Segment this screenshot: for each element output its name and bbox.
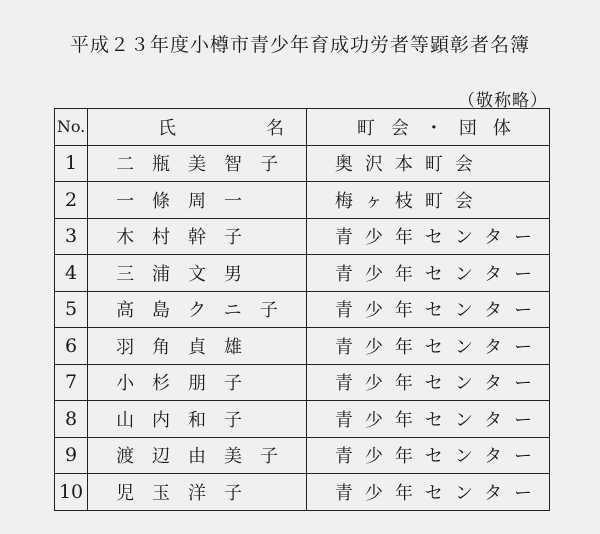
row-name: 高島クニ子 [88,291,307,328]
row-organization: 青少年センター [306,437,549,474]
row-name: 三浦文男 [88,255,307,292]
header-name [88,109,307,146]
row-number: 3 [55,218,88,255]
row-organization: 青少年センター [306,364,549,401]
row-organization: 梅ヶ枝町会 [306,182,549,219]
row-number: 6 [55,328,88,365]
row-organization: 青少年センター [306,401,549,438]
row-organization: 青少年センター [306,474,549,511]
row-organization: 青少年センター [306,291,549,328]
row-number: 2 [55,182,88,219]
row-number: 1 [55,145,88,182]
table-row [55,145,550,182]
table-row [55,437,550,474]
header-name-part-2: 名 [265,117,284,139]
table-row [55,255,550,292]
row-organization: 奥沢本町会 [306,145,549,182]
table-row [55,291,550,328]
row-number: 5 [55,291,88,328]
table-row [55,182,550,219]
row-number: 9 [55,437,88,474]
table-header-row [55,109,550,146]
row-name: 一條周一 [88,182,307,219]
header-name-part-1: 氏 [157,117,176,139]
table-row [55,474,550,511]
table-row [55,328,550,365]
row-name: 渡辺由美子 [88,437,307,474]
table-row [55,218,550,255]
row-name: 木村幹子 [88,218,307,255]
row-organization: 青少年センター [306,255,549,292]
row-name: 小杉朋子 [88,364,307,401]
row-number: 4 [55,255,88,292]
row-name: 児玉洋子 [88,474,307,511]
row-organization: 青少年センター [306,218,549,255]
row-name: 羽角貞雄 [88,328,307,365]
table-row [55,364,550,401]
row-name: 山内和子 [88,401,307,438]
header-no: No. [55,109,88,146]
row-name: 二瓶美智子 [88,145,307,182]
row-organization: 青少年センター [306,328,549,365]
table-row [55,401,550,438]
row-number: 7 [55,364,88,401]
honoree-table [54,108,550,511]
header-organization: 町会・団体 [306,109,549,146]
document-title: 平成２３年度小樽市青少年育成功労者等顕彰者名簿 [69,34,530,56]
row-number: 10 [55,474,88,511]
honorifics-note: （敬称略） [458,91,548,111]
row-number: 8 [55,401,88,438]
